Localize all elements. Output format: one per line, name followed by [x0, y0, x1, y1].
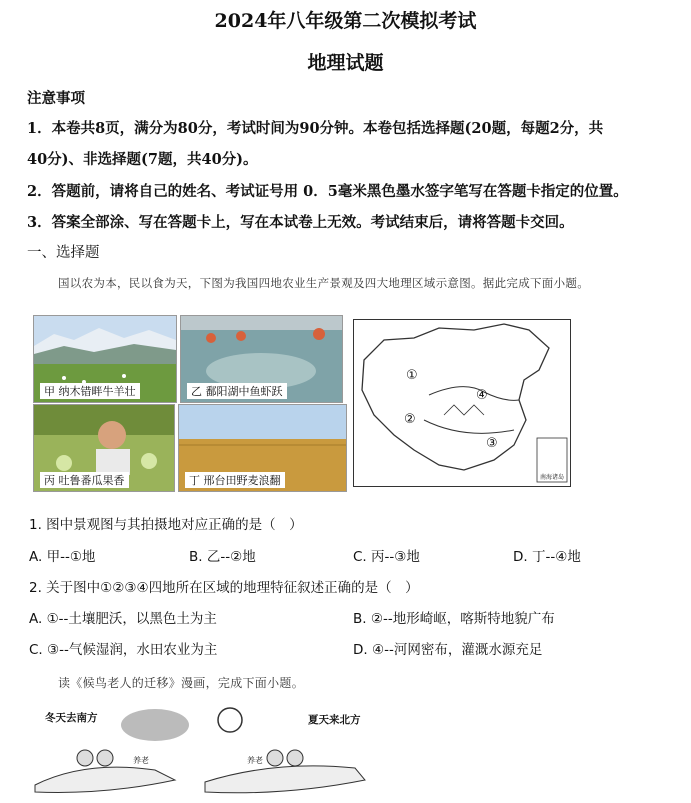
q1-option-a[interactable]: A. 甲--①地 — [29, 549, 96, 565]
q1-stem: 1. 图中景观图与其拍摄地对应正确的是（ ） — [29, 517, 303, 533]
comic-sign-right: 养老 — [247, 756, 263, 765]
notice-item2: 2．答题前，请将自己的姓名、考试证号用 0．5毫米黑色墨水签字笔写在答题卡指定的位置。 — [27, 183, 628, 200]
photo-xingtai-wheat — [178, 404, 347, 492]
exam-subtitle: 地理试题 — [307, 52, 384, 74]
comic-label-right: 夏天来北方 — [308, 714, 361, 726]
migrating-elderly-comic — [25, 700, 375, 799]
map-label-1: ① — [406, 368, 418, 383]
q2-option-b[interactable]: B. ②--地形崎岖，喀斯特地貌广布 — [353, 611, 555, 627]
map-label-4: ④ — [476, 388, 488, 403]
map-label-3: ③ — [486, 436, 498, 451]
china-regions-map — [353, 319, 571, 487]
map-outline — [354, 320, 570, 486]
notice-item1-line2: 40分)、非选择题(7题，共40分)。 — [27, 151, 258, 168]
section-heading: 一、选择题 — [27, 245, 100, 261]
photo-poyang-fishing — [180, 315, 343, 403]
photo-turpan-fruit — [33, 404, 175, 492]
notice-item1-line1: 1．本卷共8页，满分为80分，考试时间为90分钟。本卷包括选择题(20题，每题2分，共 — [27, 120, 604, 137]
map-label-2: ② — [404, 412, 416, 427]
q2-option-d[interactable]: D. ④--河网密布，灌溉水源充足 — [353, 642, 543, 658]
comic-intro: 读《候鸟老人的迁移》漫画，完成下面小题。 — [58, 676, 305, 690]
comic-sign-left: 养老 — [133, 756, 149, 765]
q1-option-c[interactable]: C. 丙--③地 — [353, 549, 420, 565]
q1-option-d[interactable]: D. 丁--④地 — [513, 549, 581, 565]
comic-label-left: 冬天去南方 — [45, 712, 98, 724]
exam-title: 2024年八年级第二次模拟考试 — [214, 10, 477, 32]
q1-option-b[interactable]: B. 乙--②地 — [189, 549, 256, 565]
section-intro: 国以农为本，民以食为天，下图为我国四地农业生产景观及四大地理区域示意图。据此完成下面小题。 — [58, 276, 589, 290]
caption-a: 甲 纳木错畔牛羊壮 — [40, 383, 140, 399]
inset-label: 南海诸岛 — [540, 474, 565, 481]
caption-c: 丙 吐鲁番瓜果香 — [40, 472, 129, 488]
notice-item3: 3．答案全部涂、写在答题卡上，写在本试卷上无效。考试结束后，请将答题卡交回。 — [27, 214, 574, 231]
caption-b: 乙 鄱阳湖中鱼虾跃 — [187, 383, 287, 399]
notice-heading: 注意事项 — [27, 90, 85, 107]
q2-stem: 2. 关于图中①②③④四地所在区域的地理特征叙述正确的是（ ） — [29, 580, 419, 596]
q2-option-c[interactable]: C. ③--气候湿润，水田农业为主 — [29, 642, 218, 658]
photo-namco-livestock — [33, 315, 177, 403]
caption-d: 丁 邢台田野麦浪翻 — [185, 472, 285, 488]
q2-option-a[interactable]: A. ①--土壤肥沃，以黑色土为主 — [29, 611, 217, 627]
